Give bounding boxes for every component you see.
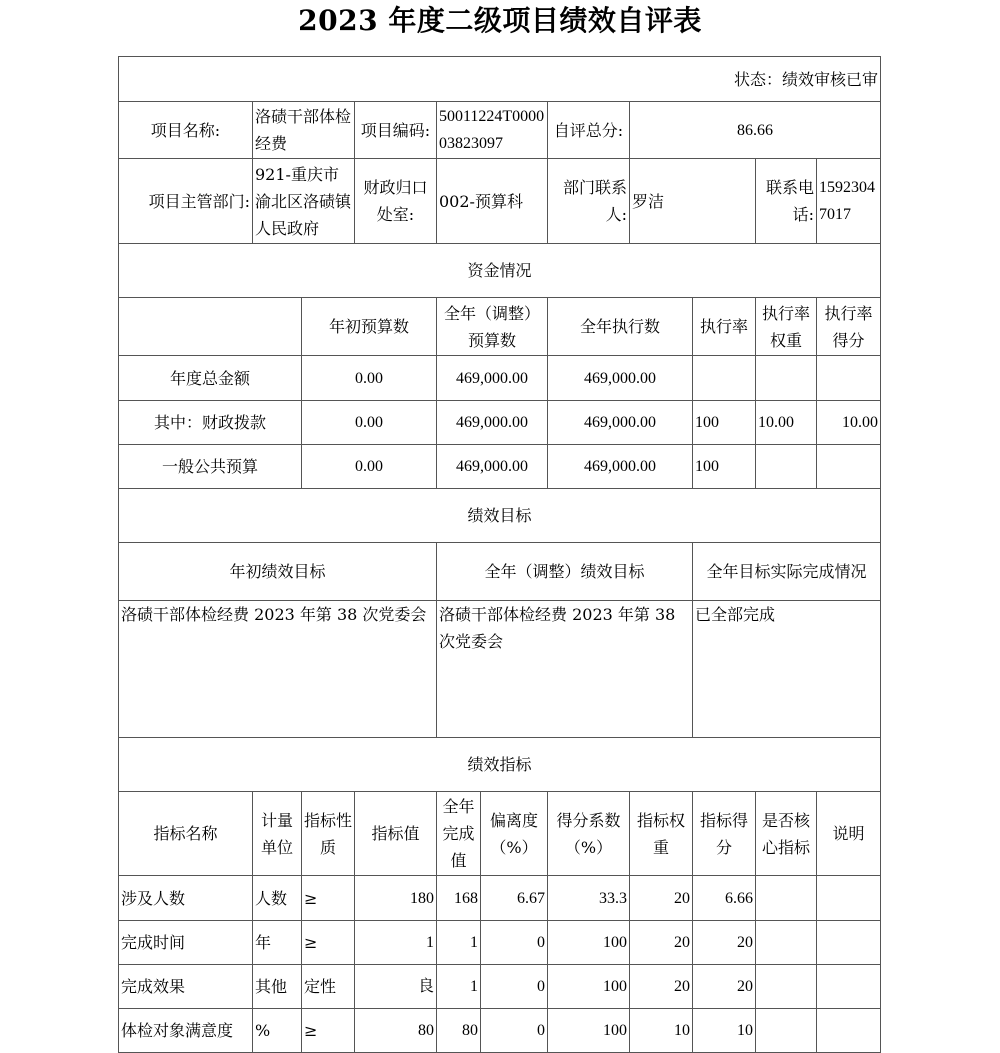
status-text: 状态：绩效审核已审 — [119, 57, 881, 102]
ind-header-name: 指标名称 — [119, 792, 253, 876]
ind-unit: 其他 — [253, 965, 302, 1009]
ind-header-score: 指标得分 — [693, 792, 756, 876]
dept-value: 921-重庆市渝北区洛碛镇人民政府 — [253, 159, 355, 244]
goals-actual-text: 已全部完成 — [693, 601, 881, 738]
project-name-label: 项目名称: — [119, 102, 253, 159]
ind-header-weight: 指标权重 — [630, 792, 693, 876]
ind-nature: ≥ — [302, 1009, 355, 1053]
ind-header-note: 说明 — [817, 792, 881, 876]
indicators-section-title: 绩效指标 — [119, 738, 881, 792]
ind-note — [817, 921, 881, 965]
funds-header-exec-score: 执行率得分 — [817, 298, 881, 356]
ind-completed: 1 — [437, 921, 481, 965]
ind-weight: 20 — [630, 921, 693, 965]
ind-name: 完成效果 — [119, 965, 253, 1009]
ind-nature: 定性 — [302, 965, 355, 1009]
ind-core — [756, 965, 817, 1009]
score-label: 自评总分: — [548, 102, 630, 159]
ind-note — [817, 1009, 881, 1053]
phone-label: 联系电话: — [756, 159, 817, 244]
dept-label: 项目主管部门: — [119, 159, 253, 244]
indicator-row — [119, 1009, 881, 1053]
ind-target: 良 — [355, 965, 437, 1009]
ind-name: 涉及人数 — [119, 876, 253, 921]
ind-core — [756, 1009, 817, 1053]
funds-exec-rate — [693, 356, 756, 401]
funds-header-initial-budget: 年初预算数 — [302, 298, 437, 356]
ind-target: 180 — [355, 876, 437, 921]
evaluation-table — [118, 56, 881, 1053]
funds-row — [119, 401, 881, 445]
ind-score: 6.66 — [693, 876, 756, 921]
ind-header-deviation: 偏离度（%） — [481, 792, 548, 876]
ind-score: 20 — [693, 965, 756, 1009]
contact-value: 罗洁 — [630, 159, 756, 244]
funds-executed: 469,000.00 — [548, 445, 693, 489]
office-label: 财政归口处室: — [355, 159, 437, 244]
page-title: 2023 年度二级项目绩效自评表 — [298, 4, 702, 37]
ind-note — [817, 876, 881, 921]
project-code-label: 项目编码: — [355, 102, 437, 159]
ind-deviation: 6.67 — [481, 876, 548, 921]
ind-deviation: 0 — [481, 1009, 548, 1053]
ind-header-target: 指标值 — [355, 792, 437, 876]
funds-exec-score — [817, 445, 881, 489]
ind-header-core: 是否核心指标 — [756, 792, 817, 876]
ind-header-nature: 指标性质 — [302, 792, 355, 876]
goals-adjusted-text: 洛碛干部体检经费 2023 年第 38 次党委会 — [437, 601, 693, 738]
ind-nature: ≥ — [302, 876, 355, 921]
ind-core — [756, 876, 817, 921]
ind-coefficient: 33.3 — [548, 876, 630, 921]
ind-completed: 1 — [437, 965, 481, 1009]
funds-exec-rate: 100 — [693, 445, 756, 489]
ind-note — [817, 965, 881, 1009]
indicator-row — [119, 921, 881, 965]
ind-unit: % — [253, 1009, 302, 1053]
funds-row-label: 一般公共预算 — [119, 445, 302, 489]
funds-header-adjusted-budget: 全年（调整）预算数 — [437, 298, 548, 356]
ind-deviation: 0 — [481, 965, 548, 1009]
funds-executed: 469,000.00 — [548, 401, 693, 445]
office-value: 002-预算科 — [437, 159, 548, 244]
funds-exec-score: 10.00 — [817, 401, 881, 445]
ind-header-completed: 全年完成值 — [437, 792, 481, 876]
score-value: 86.66 — [630, 102, 881, 159]
ind-score: 20 — [693, 921, 756, 965]
funds-row-label: 其中：财政拨款 — [119, 401, 302, 445]
funds-header-exec-weight: 执行率权重 — [756, 298, 817, 356]
indicator-row — [119, 965, 881, 1009]
ind-unit: 年 — [253, 921, 302, 965]
ind-target: 80 — [355, 1009, 437, 1053]
ind-target: 1 — [355, 921, 437, 965]
project-code-value: 50011224T000003823097 — [437, 102, 548, 159]
funds-exec-weight — [756, 356, 817, 401]
funds-exec-score — [817, 356, 881, 401]
ind-coefficient: 100 — [548, 1009, 630, 1053]
ind-header-unit: 计量单位 — [253, 792, 302, 876]
ind-score: 10 — [693, 1009, 756, 1053]
ind-weight: 20 — [630, 965, 693, 1009]
funds-row — [119, 445, 881, 489]
ind-weight: 20 — [630, 876, 693, 921]
indicator-row — [119, 876, 881, 921]
funds-adjusted-budget: 469,000.00 — [437, 401, 548, 445]
ind-coefficient: 100 — [548, 921, 630, 965]
funds-section-title: 资金情况 — [119, 244, 881, 298]
goals-section-title: 绩效目标 — [119, 489, 881, 543]
project-name-value: 洛碛干部体检经费 — [253, 102, 355, 159]
ind-header-coefficient: 得分系数（%） — [548, 792, 630, 876]
funds-row — [119, 356, 881, 401]
funds-header-executed: 全年执行数 — [548, 298, 693, 356]
ind-nature: ≥ — [302, 921, 355, 965]
funds-initial-budget: 0.00 — [302, 356, 437, 401]
goals-initial-text: 洛碛干部体检经费 2023 年第 38 次党委会 — [119, 601, 437, 738]
ind-name: 体检对象满意度 — [119, 1009, 253, 1053]
ind-coefficient: 100 — [548, 965, 630, 1009]
contact-label: 部门联系人: — [548, 159, 630, 244]
ind-name: 完成时间 — [119, 921, 253, 965]
funds-executed: 469,000.00 — [548, 356, 693, 401]
goals-header-adjusted: 全年（调整）绩效目标 — [437, 543, 693, 601]
goals-header-actual: 全年目标实际完成情况 — [693, 543, 881, 601]
funds-exec-rate: 100 — [693, 401, 756, 445]
ind-core — [756, 921, 817, 965]
ind-weight: 10 — [630, 1009, 693, 1053]
ind-completed: 168 — [437, 876, 481, 921]
funds-exec-weight — [756, 445, 817, 489]
funds-adjusted-budget: 469,000.00 — [437, 356, 548, 401]
goals-header-initial: 年初绩效目标 — [119, 543, 437, 601]
funds-row-label: 年度总金额 — [119, 356, 302, 401]
phone-value: 15923047017 — [817, 159, 881, 244]
ind-deviation: 0 — [481, 921, 548, 965]
ind-unit: 人数 — [253, 876, 302, 921]
funds-exec-weight: 10.00 — [756, 401, 817, 445]
ind-completed: 80 — [437, 1009, 481, 1053]
funds-initial-budget: 0.00 — [302, 401, 437, 445]
funds-header-blank — [119, 298, 302, 356]
funds-adjusted-budget: 469,000.00 — [437, 445, 548, 489]
funds-header-exec-rate: 执行率 — [693, 298, 756, 356]
funds-initial-budget: 0.00 — [302, 445, 437, 489]
